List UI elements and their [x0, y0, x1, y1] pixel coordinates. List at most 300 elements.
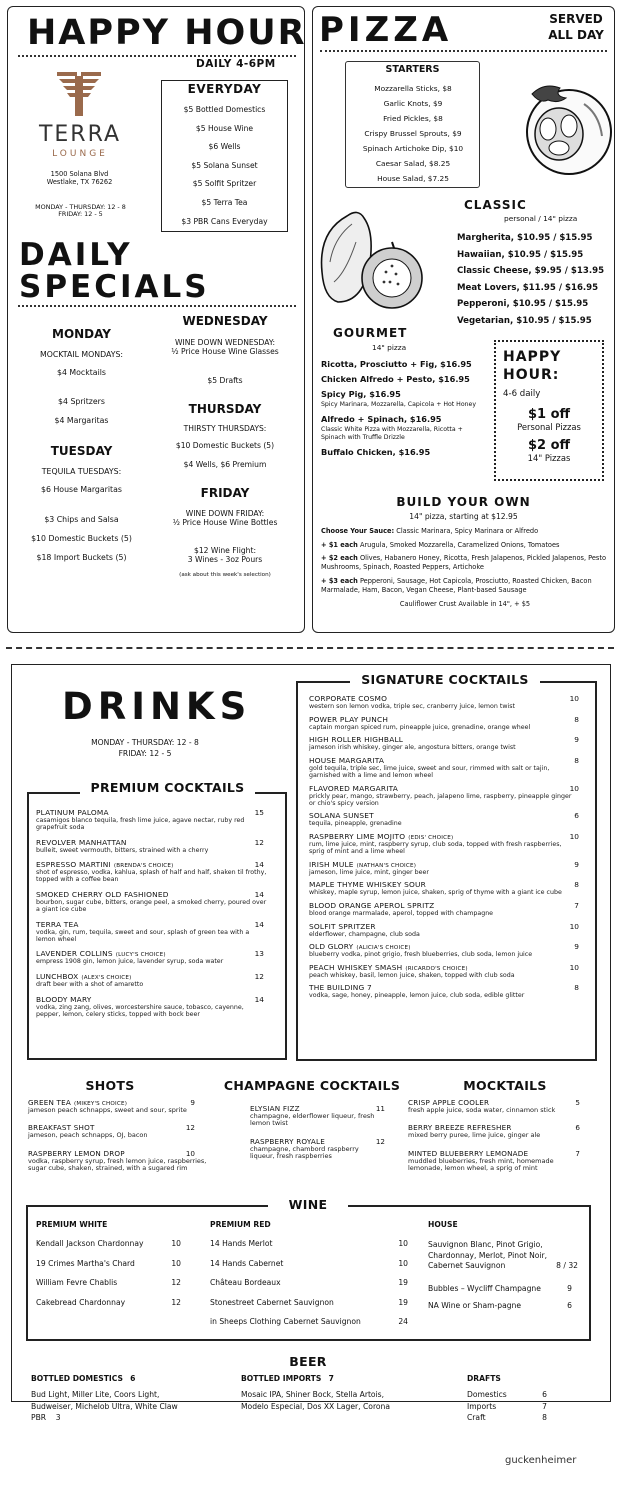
byo-label: + $3 each: [321, 576, 358, 585]
menu-item: [36, 920, 268, 943]
menu-item: [309, 735, 579, 751]
menu-item-title: REVOLVER MANHATTAN: [36, 837, 127, 847]
menu-item-tag: (ALICIA'S CHOICE): [356, 945, 411, 952]
tomato-illustration-icon: [514, 74, 614, 186]
premium-title: PREMIUM COCKTAILS: [80, 780, 255, 795]
everyday-item: $5 Terra Tea: [201, 197, 248, 207]
byo-details: [321, 527, 609, 609]
price: 10: [398, 1258, 408, 1268]
price: 10: [171, 1258, 181, 1268]
special-item: $6 House Margaritas: [41, 485, 122, 494]
happy-hour-daily: DAILY 4-6PM: [196, 58, 276, 70]
menu-item: [28, 1149, 223, 1173]
classic-sub: personal / 14" pizza: [504, 214, 578, 223]
menu-item: [309, 832, 579, 855]
terra-logo-icon: [55, 70, 103, 118]
pizza-hh-title: [503, 348, 561, 384]
wine-row: [210, 1317, 408, 1326]
wine-name: Kendall Jackson Chardonnay: [36, 1239, 144, 1248]
menu-item-price: 8: [574, 714, 579, 724]
specials-title-line: SPECIALS: [19, 268, 210, 305]
menu-item-price: 6: [575, 1123, 580, 1133]
menu-item: [309, 983, 579, 999]
price: 19: [398, 1297, 408, 1307]
menu-item-price: 14: [254, 919, 264, 929]
menu-item-title: BLOOD ORANGE APEROL SPRITZ: [309, 900, 435, 910]
menu-item-desc: draft beer with a shot of amaretto: [36, 981, 144, 989]
menu-item-price: 9: [190, 1098, 195, 1107]
menu-item: [309, 922, 579, 938]
special-item: $3 Chips and Salsa: [44, 515, 119, 524]
menu-item: [36, 949, 268, 965]
price: 3: [55, 1413, 61, 1423]
wine-row: [36, 1298, 181, 1307]
menu-item-title: BERRY BREEZE REFRESHER: [408, 1123, 512, 1133]
pizza-hh-daily: 4-6 daily: [503, 389, 541, 399]
menu-item-title: HIGH ROLLER HIGHBALL: [309, 735, 404, 745]
starter-item: Caesar Salad, $8.25: [375, 159, 451, 168]
menu-item-title: SOLANA SUNSET: [309, 811, 374, 821]
price: 7: [542, 1401, 547, 1411]
served-all-day: [538, 12, 614, 43]
menu-item-name: [36, 949, 166, 958]
menu-item-header: [36, 838, 268, 847]
wine-row: [210, 1298, 408, 1307]
menu-item: [36, 995, 268, 1018]
menu-item-name: [309, 983, 372, 992]
fig-illustration-icon: [312, 202, 427, 318]
menu-item: [36, 890, 268, 913]
price: 10: [398, 1239, 408, 1248]
menu-item-title: POWER PLAY PUNCH: [309, 714, 389, 724]
wine-name: in Sheeps Clothing Cabernet Sauvignon: [210, 1317, 361, 1326]
menu-item-name: [309, 694, 387, 703]
menu-item-name: [36, 808, 109, 817]
menu-item-header: [36, 808, 268, 817]
menu-item-price: 13: [254, 949, 264, 959]
address: [22, 171, 137, 186]
menu-item: [250, 1137, 385, 1161]
pizza-hh-title-line: HOUR:: [503, 367, 560, 384]
specials-right: [150, 314, 300, 578]
address-line: 1500 Solana Blvd: [50, 170, 109, 178]
mocktails-list: [408, 1098, 580, 1181]
menu-item: [250, 1104, 385, 1128]
price: 12: [171, 1297, 181, 1307]
menu-item-price: 10: [185, 1148, 195, 1158]
starters-list: [340, 81, 486, 186]
gourmet-desc: Spicy Marinara, Mozzarella, Capicola + Hot Honey: [321, 401, 477, 408]
beer-drafts: [467, 1373, 547, 1424]
offer: $1 off: [527, 407, 571, 422]
menu-item-title: HOUSE MARGARITA: [309, 755, 385, 765]
byo-label: + $2 each: [321, 554, 358, 563]
beer-list: Bud Light, Miller Lite, Coors Light,: [31, 1389, 160, 1399]
address-line: Westlake, TX 76262: [46, 177, 113, 186]
wine-name: Stonestreet Cabernet Sauvignon: [210, 1297, 334, 1307]
menu-item-price: 10: [569, 962, 579, 972]
menu-item-name: [309, 832, 453, 841]
special-note: (ask about this week's selection): [179, 572, 271, 578]
everyday-item: $5 Solana Sunset: [191, 160, 258, 170]
byo-text: Arugula, Smoked Mozzarella, Caramelized Onions, Tomatoes: [359, 540, 560, 549]
menu-item-header: [36, 860, 268, 869]
wine-item: Bubbles – Wycliff Champagne: [428, 1283, 541, 1293]
beer-imports: [241, 1373, 441, 1412]
beer-section-title: BOTTLED IMPORTS: [241, 1374, 322, 1383]
special-item: $4 Mocktails: [57, 368, 106, 377]
everyday-item: $5 Bottled Domestics: [183, 105, 266, 114]
menu-item: [309, 880, 579, 896]
menu-item-desc: shot of espresso, vodka, kahlua, splash of half and half, shaken til frothy, topped with a coffee bean: [36, 869, 267, 884]
menu-item-title: RASPBERRY ROYALE: [250, 1136, 325, 1146]
menu-item-price: 7: [574, 900, 579, 910]
menu-item-title: THE BUILDING 7: [309, 983, 372, 993]
menu-item: [36, 838, 268, 854]
wine-row: [467, 1401, 547, 1413]
menu-item-desc: whiskey, maple syrup, lemon juice, shaken, sprig of thyme with a giant ice cube: [309, 889, 562, 897]
price: 24: [398, 1317, 408, 1326]
price: 8 / 32: [556, 1261, 578, 1271]
menu-item-tag: (MIKEY'S CHOICE): [73, 1101, 128, 1107]
byo-text: Olives, Habanero Honey, Ricotta, Fresh Jalapenos, Pickled Jalapenos, Pesto Mushrooms, Spinach, Roasted Peppers, Artichoke: [321, 554, 606, 572]
menu-item-name: [36, 838, 127, 847]
menu-item-desc: mixed berry puree, lime juice, ginger ale: [408, 1131, 541, 1140]
menu-item-header: [309, 942, 579, 951]
menu-item-name: [309, 880, 426, 889]
day-tuesday: TUESDAY: [50, 444, 113, 458]
menu-item-name: [36, 972, 132, 981]
day-thursday: THURSDAY: [188, 402, 262, 416]
menu-item-name: [309, 735, 403, 744]
menu-item-title: BLOODY MARY: [36, 994, 92, 1004]
price: 9: [567, 1283, 572, 1293]
gourmet-item: Buffalo Chicken, $16.95: [321, 447, 431, 458]
menu-item: [28, 1098, 223, 1114]
menu-item-name: [309, 922, 376, 931]
beer-list: Mosaic IPA, Shiner Bock, Stella Artois,: [241, 1389, 385, 1399]
menu-item-title: TERRA TEA: [36, 919, 79, 929]
theme: MOCKTAIL MONDAYS:: [39, 350, 124, 359]
signature-list: [309, 694, 579, 1004]
menu-item-desc: vodka, gin, rum, tequila, sweet and sour, splash of green tea with a lemon wheel: [36, 928, 250, 943]
classic-item: Pepperoni, $10.95 / $15.95: [457, 299, 589, 309]
menu-item-title: ESPRESSO MARTINI: [36, 860, 111, 870]
wine-row: [36, 1259, 181, 1268]
beer-domestics: [31, 1373, 231, 1424]
menu-item: [28, 1123, 223, 1139]
menu-item-desc: gold tequila, triple sec, lime juice, sweet and sour, rimmed with salt or tajin, garnished with a lime and lemon wheel: [309, 764, 550, 779]
menu-item-desc: elderflower, champagne, club soda: [309, 930, 420, 938]
special-item: $10 Domestic Buckets (5): [31, 534, 132, 543]
price: 7: [328, 1374, 334, 1383]
menu-item-name: [36, 860, 174, 869]
beer-section-title: DRAFTS: [467, 1374, 501, 1383]
wine-row: [210, 1259, 408, 1268]
menu-item: [408, 1123, 580, 1139]
menu-item-name: [309, 942, 411, 951]
wine-name: Château Bordeaux: [210, 1278, 281, 1287]
menu-item-title: ELYSIAN FIZZ: [250, 1104, 300, 1113]
beer-title: BEER: [289, 1354, 327, 1369]
menu-item: [36, 972, 268, 988]
hours-line: FRIDAY: 12 - 5: [58, 210, 103, 219]
menu-item-price: 9: [574, 942, 579, 952]
starter-item: Garlic Knots, $9: [383, 99, 443, 108]
menu-item: [36, 808, 268, 831]
menu-item-name: [309, 901, 434, 910]
wine-house-line: Chardonnay, Merlot, Pinot Noir,: [428, 1250, 548, 1260]
hours-line: FRIDAY: 12 - 5: [118, 749, 172, 758]
menu-item-header: [36, 972, 268, 981]
theme: THIRSTY THURSDAYS:: [183, 424, 267, 433]
wine-row: [467, 1412, 547, 1424]
classic-item: Margherita, $10.95 / $15.95: [457, 233, 593, 243]
menu-item-price: 12: [375, 1136, 385, 1146]
menu-item: [309, 756, 579, 779]
gourmet-item: Alfredo + Spinach, $16.95: [321, 414, 442, 425]
day-friday: FRIDAY: [200, 486, 250, 500]
hours-line: MONDAY - THURSDAY: 12 - 8: [35, 203, 126, 211]
menu-item-title: RASPBERRY LIME MOJITO: [309, 831, 406, 841]
everyday-item: $5 House Wine: [195, 123, 254, 133]
special-item: $12 Wine Flight:: [193, 546, 256, 555]
special-item: $4 Margaritas: [54, 416, 109, 425]
menu-item-desc: champagne, chambord raspberry liqueur, fresh raspberries: [250, 1144, 359, 1160]
specials-left: [14, 327, 149, 562]
hours-line: MONDAY - THURSDAY: 12 - 8: [91, 738, 199, 747]
everyday-item: $3 PBR Cans Everyday: [181, 216, 268, 226]
shots-list: [28, 1098, 223, 1181]
menu-item-header: [309, 901, 579, 910]
gourmet-title: GOURMET: [333, 326, 408, 340]
price: 6: [567, 1300, 572, 1310]
menu-item-header: [36, 995, 268, 1004]
hours: [18, 204, 143, 219]
menu-item-desc: peach whiskey, basil, lemon juice, shaken, topped with club soda: [309, 971, 515, 979]
everyday-item: $5 Solfit Spritzer: [192, 179, 257, 189]
gourmet-item: Chicken Alfredo + Pesto, $16.95: [321, 374, 470, 384]
byo-label: + $1 each: [321, 540, 358, 549]
menu-item-title: SOLFIT SPRITZER: [309, 921, 376, 931]
menu-item-header: [36, 949, 268, 958]
menu-item-desc: bourbon, sugar cube, bitters, orange peel, a smoked cherry, poured over a giant ice cube: [36, 899, 267, 914]
menu-item-desc: champagne, elderflower liqueur, fresh lemon twist: [250, 1112, 375, 1128]
special-item: ½ Price House Wine Glasses: [171, 347, 279, 356]
classic-item: Hawaiian, $10.95 / $15.95: [457, 249, 584, 260]
menu-item-tag: (NATHAN'S CHOICE): [356, 862, 417, 869]
wine-house-title: HOUSE: [428, 1220, 458, 1229]
menu-item-title: LAVENDER COLLINS: [36, 949, 113, 959]
mocktails-title: MOCKTAILS: [463, 1078, 547, 1093]
wine-row: [36, 1239, 181, 1248]
wine-name: Cakebread Chardonnay: [36, 1297, 126, 1307]
menu-item-desc: western son lemon vodka, triple sec, cranberry juice, lemon twist: [309, 703, 515, 710]
price: 12: [171, 1278, 181, 1287]
champagne-title: CHAMPAGNE COCKTAILS: [223, 1078, 401, 1093]
signature-title: SIGNATURE COCKTAILS: [350, 672, 540, 687]
menu-item-header: [309, 860, 579, 869]
gourmet-sub: 14" pizza: [372, 343, 407, 352]
classic-item: Vegetarian, $10.95 / $15.95: [457, 315, 592, 326]
menu-item: [408, 1149, 580, 1173]
menu-item-name: [309, 963, 468, 972]
menu-item-price: 8: [574, 755, 579, 765]
byo-crust: Cauliflower Crust Available in 14", + $5: [399, 600, 531, 609]
menu-item-header: [309, 811, 579, 820]
wine-row: [210, 1278, 408, 1287]
served-line: ALL DAY: [548, 27, 604, 42]
menu-item-header: [309, 694, 579, 703]
menu-item-name: [309, 784, 398, 793]
menu-item-desc: bulleit, sweet vermouth, bitters, strained with a cherry: [36, 846, 209, 854]
menu-item-price: 8: [574, 880, 579, 890]
menu-item-header: [36, 920, 268, 929]
menu-item-desc: blood orange marmalade, aperol, topped with champagne: [309, 909, 494, 917]
menu-item-desc: muddled blueberries, fresh mint, homemade lemonade, lemon wheel, a sprig of mint: [408, 1156, 554, 1172]
wine-row: [36, 1278, 181, 1287]
wine-name: 14 Hands Merlot: [210, 1239, 273, 1248]
gourmet-desc: Classic White Pizza with Mozzarella, Ricotta + Spinach with Truffle Drizzle: [321, 426, 463, 442]
menu-item: [309, 942, 579, 958]
wine-row: [210, 1239, 408, 1248]
theme: WINE DOWN WEDNESDAY:: [174, 338, 276, 347]
price: 6: [130, 1374, 136, 1383]
menu-item: [408, 1098, 580, 1114]
menu-item-title: LUNCHBOX: [36, 972, 79, 982]
starters-title: STARTERS: [385, 64, 440, 75]
menu-item: [309, 784, 579, 807]
menu-item-desc: casamigos blanco tequila, fresh lime juice, agave nectar, ruby red grapefruit soda: [36, 817, 245, 832]
menu-item-title: PLATINUM PALOMA: [36, 808, 109, 817]
menu-item-price: 14: [254, 890, 264, 900]
menu-item-header: [36, 890, 268, 899]
menu-item-title: IRISH MULE: [309, 859, 354, 869]
menu-item-name: [309, 715, 388, 724]
offer-sub: 14" Pizzas: [527, 453, 571, 463]
classic-item: Classic Cheese, $9.95 / $13.95: [457, 266, 605, 276]
wine-name: 14 Hands Cabernet: [210, 1258, 284, 1268]
menu-item: [309, 694, 579, 710]
page-separator: [6, 647, 614, 649]
menu-item-desc: jameson irish whiskey, ginger ale, angostura bitters, orange twist: [309, 744, 516, 752]
menu-item-title: CORPORATE COSMO: [309, 694, 388, 703]
beer-list: Modelo Especial, Dos XX Lager, Corona: [241, 1401, 391, 1411]
menu-item-header: [309, 832, 579, 841]
pizza-hh-title-line: HAPPY: [503, 349, 562, 365]
drinks-hours: [40, 737, 250, 759]
divider: [320, 50, 607, 52]
menu-item-desc: fresh apple juice, soda water, cinnamon stick: [408, 1106, 556, 1114]
wine-name: 19 Crimes Martha's Chard: [36, 1258, 135, 1268]
menu-item-title: FLAVORED MARGARITA: [309, 783, 398, 793]
starter-item: Crispy Brussel Sprouts, $9: [364, 129, 462, 138]
drinks-title: DRINKS: [62, 685, 252, 728]
price: 8: [542, 1413, 547, 1423]
menu-item-price: 14: [254, 860, 264, 870]
wine-name: William Fevre Chablis: [36, 1278, 118, 1287]
classic-list: [457, 230, 604, 329]
gourmet-list: [321, 359, 489, 457]
menu-item: [309, 811, 579, 827]
menu-item-price: 5: [575, 1098, 580, 1107]
everyday-item: $6 Wells: [208, 142, 241, 152]
wine-red-list: [210, 1239, 408, 1337]
menu-item-desc: rum, lime juice, mint, raspberry syrup, club soda, topped with fresh raspberries, sprig of mint and a lime wheel: [309, 840, 562, 855]
menu-item-price: 12: [254, 837, 264, 847]
beer-section-title: BOTTLED DOMESTICS: [31, 1374, 123, 1383]
menu-item-desc: prickly pear, mango, strawberry, peach, jalapeno lime, raspberry, pineapple ginger or chio's spicy version: [309, 792, 572, 807]
menu-item-desc: blueberry vodka, pinot grigio, fresh blueberries, club soda, lemon juice: [309, 951, 533, 959]
premium-list: [36, 808, 268, 1024]
menu-item-price: 7: [575, 1148, 580, 1158]
gourmet-item: Ricotta, Prosciutto + Fig, $16.95: [321, 359, 472, 369]
day-monday: MONDAY: [52, 327, 111, 341]
menu-item-title: GREEN TEA: [28, 1098, 71, 1107]
logo-sub: LOUNGE: [52, 149, 108, 159]
menu-item-name: [36, 920, 79, 929]
menu-item-tag: (EDIS' CHOICE): [408, 834, 454, 841]
shots-title: SHOTS: [85, 1078, 135, 1093]
offer-sub: Personal Pizzas: [517, 422, 581, 432]
menu-item-tag: (LUCY'S CHOICE): [115, 952, 166, 959]
beer-item: PBR: [31, 1413, 47, 1423]
specials-title-line: DAILY: [19, 237, 133, 273]
menu-item-price: 12: [254, 972, 264, 982]
everyday-list: [161, 101, 288, 231]
menu-item-price: 15: [254, 808, 264, 817]
menu-item-title: MAPLE THYME WHISKEY SOUR: [309, 880, 426, 890]
menu-item-price: 11: [375, 1104, 385, 1113]
special-item: ½ Price House Wine Bottles: [172, 518, 278, 527]
drafts-list: [467, 1389, 547, 1424]
wine-row: [467, 1389, 547, 1401]
byo-title: BUILD YOUR OWN: [396, 495, 531, 509]
starter-item: Fried Pickles, $8: [383, 114, 443, 123]
menu-item-tag: (RICARDO'S CHOICE): [405, 965, 468, 972]
champagne-list: [250, 1104, 385, 1169]
price: 10: [171, 1239, 181, 1248]
menu-item: [309, 963, 579, 979]
wine-white-title: PREMIUM WHITE: [36, 1220, 108, 1229]
menu-item-desc: vodka, raspberry syrup, fresh lemon juice, raspberries, sugar cube, shaken, strained, with a sugared rim: [28, 1156, 207, 1172]
menu-item: [36, 860, 268, 883]
menu-item-title: OLD GLORY: [309, 942, 354, 952]
classic-item: Meat Lovers, $11.95 / $16.95: [457, 282, 599, 293]
menu-item-desc: captain morgan spiced rum, pineapple juice, grenadine, orange wheel: [309, 723, 531, 731]
special-item: $4 Wells, $6 Premium: [183, 460, 267, 469]
menu-item-title: MINTED BLUEBERRY LEMONADE: [408, 1148, 529, 1158]
special-item: $10 Domestic Buckets (5): [175, 441, 275, 450]
wine-name: Domestics: [467, 1389, 507, 1399]
menu-item-desc: tequila, pineapple, grenadine: [309, 820, 402, 828]
menu-item-header: [309, 715, 579, 724]
menu-item-header: [309, 735, 579, 744]
footer-brand: guckenheimer: [505, 1455, 577, 1466]
menu-item-header: [309, 784, 579, 793]
wine-name: Imports: [467, 1401, 497, 1411]
menu-item-title: RASPBERRY LEMON DROP: [28, 1148, 125, 1158]
byo-text: Pepperoni, Sausage, Hot Capicola, Prosciutto, Roasted Chicken, Bacon Marmalade, Ham, Bacon, Vegan Cheese, Plant-based Sausage: [321, 576, 592, 594]
menu-item-title: PEACH WHISKEY SMASH: [309, 962, 403, 972]
logo-word: TERRA: [38, 122, 122, 147]
menu-item-price: 12: [185, 1123, 195, 1133]
byo-sub: 14" pizza, starting at $12.95: [409, 512, 518, 521]
wine-white-list: [36, 1239, 181, 1317]
menu-item-header: [309, 922, 579, 931]
menu-item-header: [309, 983, 579, 992]
menu-item-name: [36, 995, 92, 1004]
